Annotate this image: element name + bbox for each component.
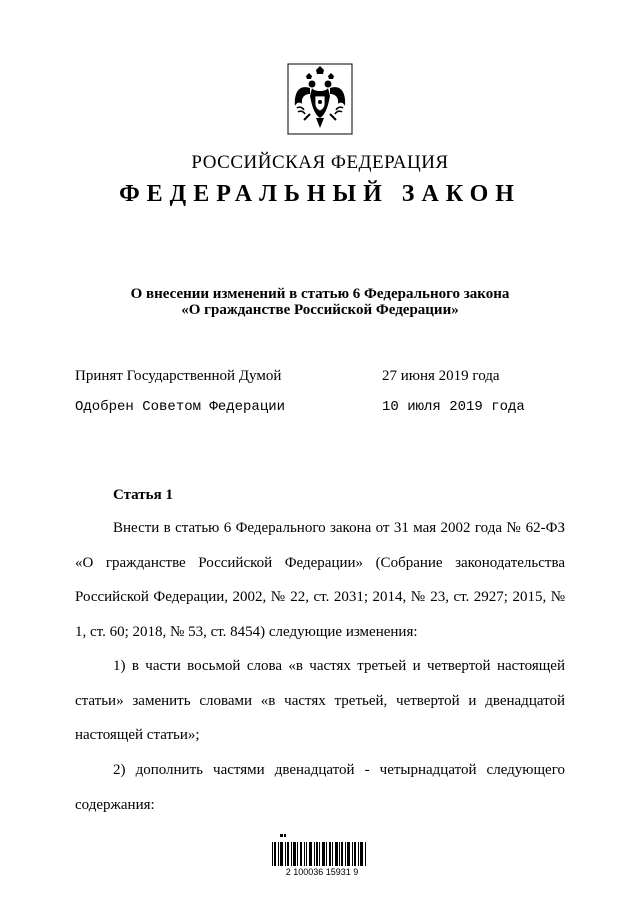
law-title-line-1: О внесении изменений в статью 6 Федерального закона bbox=[130, 286, 510, 302]
adoption-body: Одобрен Советом Федерации bbox=[75, 399, 286, 415]
adoption-date: 10 июля 2019 года bbox=[382, 399, 525, 415]
article-heading: Статья 1 bbox=[113, 487, 173, 503]
law-title-line-2: «О гражданстве Российской Федерации» bbox=[181, 302, 459, 318]
article-paragraph: 1) в части восьмой слова «в частях третьей и четвертой настоящей статьи» заменить словами «в частях третьей, четвертой и двенадцатой настоящей статьи»; bbox=[75, 658, 565, 743]
article-paragraph: Внести в статью 6 Федерального закона от 31 мая 2002 года № 62-ФЗ «О гражданстве Российской Федерации» (Собрание законодательства Российской Федерации, 2002, № 22, ст. 2031; 2014, № 23, ст. 2927; 2015, № 1, ст. 60; 2018, № 53, ст. 8454) следующие изменения: bbox=[75, 520, 565, 640]
article-paragraph: 2) дополнить частями двенадцатой - четырнадцатой следующего содержания: bbox=[75, 762, 565, 813]
russian-coat-of-arms-icon bbox=[286, 62, 354, 136]
country-heading: РОССИЙСКАЯ ФЕДЕРАЦИЯ bbox=[191, 152, 449, 173]
barcode-number: 2 100036 15931 9 bbox=[285, 867, 359, 877]
law-title bbox=[0, 286, 640, 318]
adoption-body: Принят Государственной Думой bbox=[75, 368, 282, 384]
law-type-heading: ФЕДЕРАЛЬНЫЙ ЗАКОН bbox=[119, 181, 521, 207]
adoption-date: 27 июня 2019 года bbox=[382, 368, 500, 384]
